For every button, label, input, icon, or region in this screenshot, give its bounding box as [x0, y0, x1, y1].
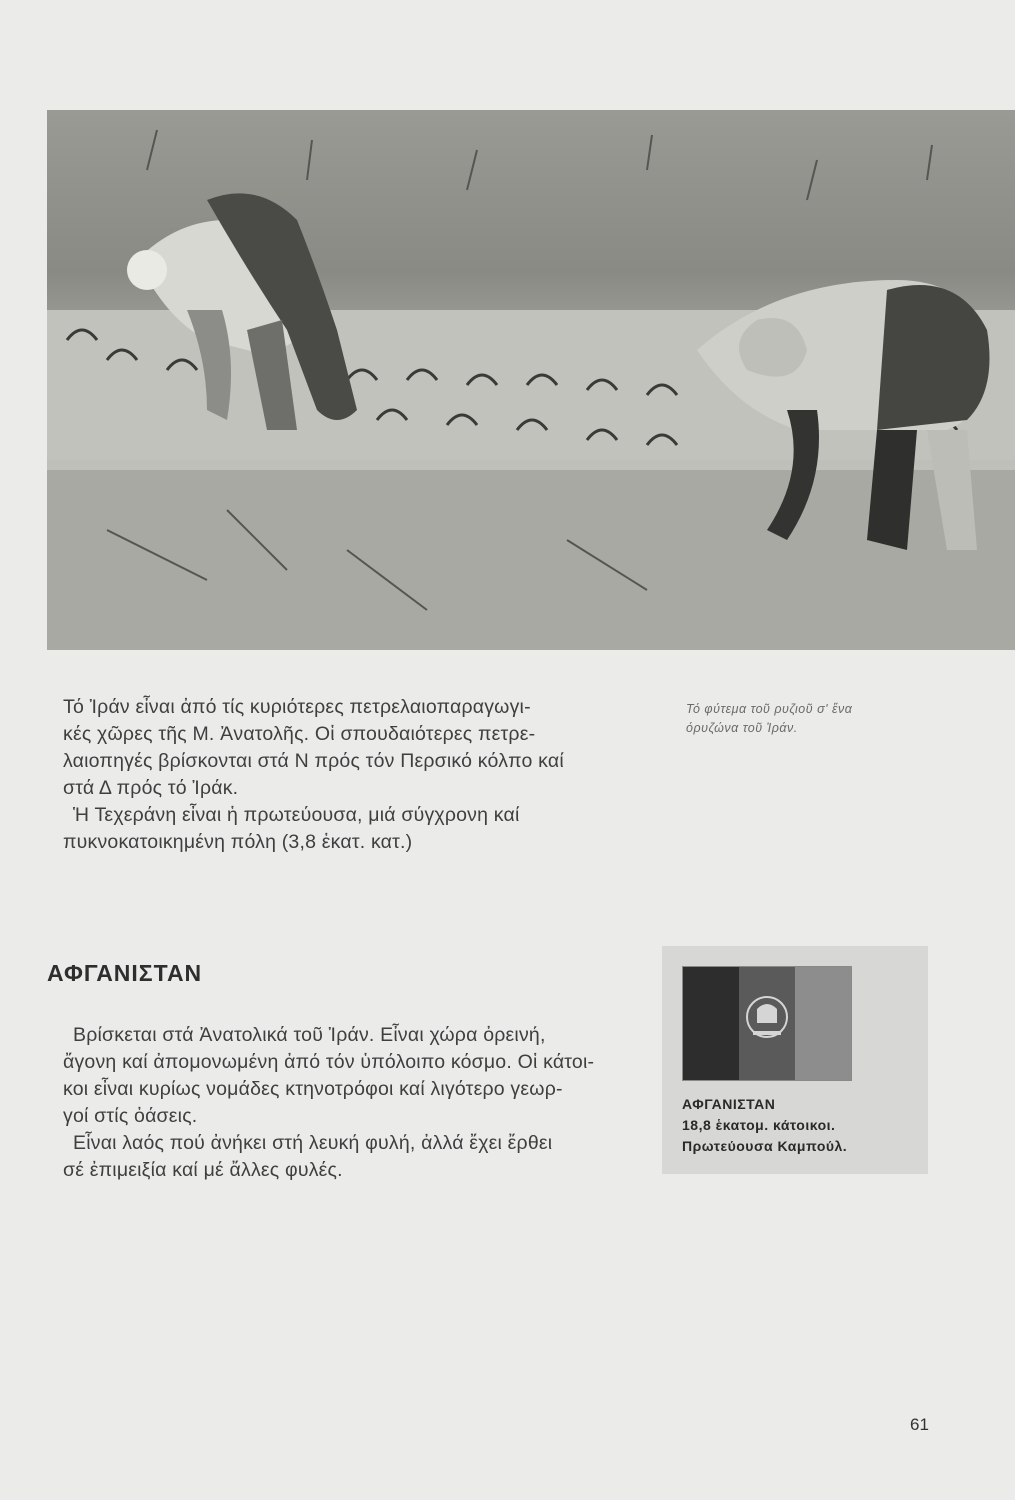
section-heading: ΑΦΓΑΝΙΣΤΑΝ [47, 960, 203, 986]
text-line: Εἶναι λαός πού ἀνήκει στή λευκή φυλή, ἀλλά ἔχει ἔρθει [73, 1132, 553, 1154]
flag-title: ΑΦΓΑΝΙΣΤΑΝ [682, 1096, 776, 1112]
text-line: Βρίσκεται στά Ἀνατολικά τοῦ Ἰράν. Εἶναι χώρα ὀρεινή, [73, 1024, 546, 1046]
text-line: γοί στίς ὀάσεις. [63, 1105, 198, 1127]
caption-line: όρυζώνα τοῦ Ἰράν. [686, 721, 798, 735]
flag-capital: Πρωτεύουσα Καμπούλ. [682, 1138, 848, 1154]
afghanistan-flag-icon [682, 966, 852, 1081]
flag-stripe-black [683, 967, 739, 1080]
text-line: λαιοπηγές βρίσκονται στά Ν πρός τόν Περσικό κόλπο καί [63, 750, 564, 772]
text-line: πυκνοκατοικημένη πόλη (3,8 ἑκατ. κατ.) [63, 831, 413, 853]
flag-stripe-green [795, 967, 851, 1080]
text-line: κές χῶρες τῆς Μ. Ἀνατολῆς. Οἱ σπουδαιότερες πετρε- [63, 723, 536, 745]
emblem-icon [739, 967, 795, 1080]
rice-field-photo-icon [47, 110, 1015, 650]
flag-info-box [662, 946, 928, 1174]
text-line: σέ ἐπιμειξία καί μέ ἄλλες φυλές. [63, 1159, 343, 1181]
page-number: 61 [910, 1415, 929, 1434]
flag-caption [682, 1094, 922, 1157]
iran-paragraph [63, 694, 633, 856]
text-line: Ἡ Τεχεράνη εἶναι ἡ πρωτεύουσα, μιά σύγχρονη καί [73, 804, 520, 826]
text-line: στά Δ πρός τό Ἰράκ. [63, 777, 239, 799]
flag-stripe-red [739, 967, 795, 1080]
text-line: ἄγονη καί ἀπομονωμένη ἀπό τόν ὑπόλοιπο κόσμο. Οἱ κάτοι- [63, 1051, 595, 1073]
afghanistan-paragraph [63, 1022, 653, 1184]
photo-caption [686, 700, 946, 738]
text-line: Τό Ἰράν εἶναι ἀπό τίς κυριότερες πετρελαιοπαραγωγι- [63, 696, 531, 718]
text-line: κοι εἶναι κυρίως νομάδες κτηνοτρόφοι καί λιγότερο γεωρ- [63, 1078, 563, 1100]
rice-field-photo [47, 110, 1015, 650]
caption-line: Τό φύτεμα τοῦ ρυζιοῦ σ' ἕνα [686, 702, 853, 716]
flag-population: 18,8 ἑκατομ. κάτοικοι. [682, 1117, 836, 1133]
